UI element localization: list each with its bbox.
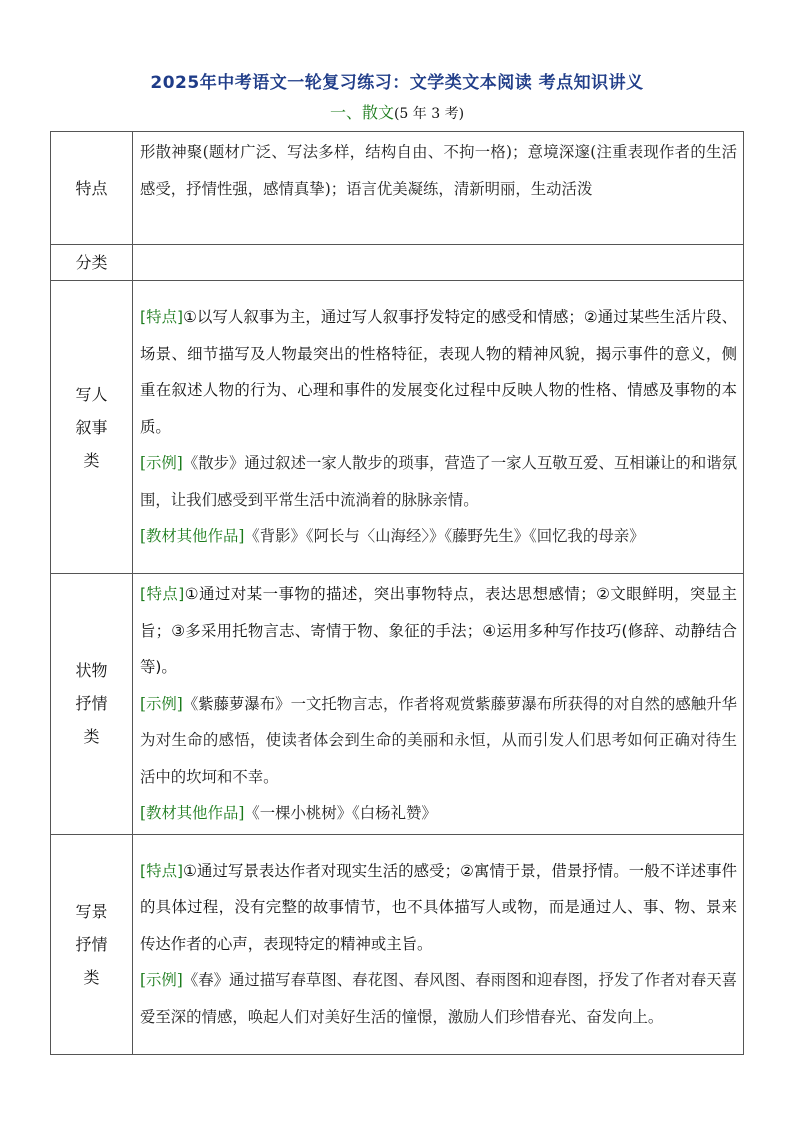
label-text: 状物抒情类 <box>75 661 108 747</box>
object-content <box>133 574 744 835</box>
example-text: 一文托物言志，作者将观赏紫藤萝瀑布所获得的对自然的感触升华为对生命的感悟，使读者体会到生命的美丽和永恒，从而引发人们思考如何正确对待生活中的坎坷和不幸。 <box>140 694 737 786</box>
label-text: 写人叙事类 <box>75 384 108 470</box>
table-row-features <box>51 132 744 245</box>
table-row-narrative <box>51 281 744 574</box>
document-title: 2025年中考语文一轮复习练习：文学类文本阅读 考点知识讲义 <box>150 73 644 93</box>
feature-tag: [特点] <box>140 308 184 327</box>
feature-tag: [特点] <box>140 585 185 603</box>
works-text: 《背影》《阿长与〈山海经〉》《藤野先生》《回忆我的母亲》 <box>244 527 645 546</box>
feature-tag: [特点] <box>140 861 184 880</box>
row-label-object <box>51 574 133 835</box>
table-row-object <box>51 574 744 835</box>
scenery-feature <box>140 853 737 963</box>
section-title: 一、散文 <box>329 103 394 122</box>
works-tag: [教材其他作品] <box>140 804 245 822</box>
row-label-scenery <box>51 834 133 1054</box>
features-text: 形散神聚(题材广泛、写法多样，结构自由、不拘一格)；意境深邃(注重表现作者的生活感受，抒情性强，感情真挚)；语言优美凝练，清新明丽，生动活泼 <box>133 132 744 245</box>
scenery-content <box>133 834 744 1054</box>
row-label-narrative <box>51 281 133 574</box>
section-heading <box>0 100 794 123</box>
example-text: 通过描写春草图、春花图、春风图、春雨图和迎春图，抒发了作者对春天喜爱至深的情感，唤起人们对美好生活的憧憬，激励人们珍惜春光、奋发向上。 <box>140 971 737 1026</box>
table-row-category <box>51 245 744 281</box>
object-feature <box>140 576 737 686</box>
prose-knowledge-table <box>50 131 744 1055</box>
table-row-scenery <box>51 834 744 1054</box>
label-text: 写景抒情类 <box>75 901 108 987</box>
feature-text: ①以写人叙事为主，通过写人叙事抒发特定的感受和情感；②通过某些生活片段、场景、细节描写及人物最突出的性格特征，表现人物的精神风貌，揭示事件的意义，侧重在叙述人物的行为、心理和事件的发展变化过程中反映人物的性格、情感及事物的本质。 <box>140 308 737 436</box>
example-title: 《春》 <box>182 971 229 990</box>
narrative-content <box>133 281 744 574</box>
narrative-example <box>140 445 737 518</box>
category-text <box>133 245 744 281</box>
section-note: (5 年 3 考) <box>393 106 465 122</box>
narrative-feature <box>140 299 737 445</box>
row-label-features: 特点 <box>51 132 133 245</box>
works-text: 《一棵小桃树》《白杨礼赞》 <box>244 804 437 822</box>
feature-text: ①通过写景表达作者对现实生活的感受；②寓情于景，借景抒情。一般不详述事件的具体过程，没有完整的故事情节，也不具体描写人或物，而是通过人、事、物、景来传达作者的心声，表现特定的精神或主旨。 <box>140 861 737 953</box>
works-tag: [教材其他作品] <box>140 527 245 546</box>
narrative-works <box>140 518 737 555</box>
example-title: 《紫藤萝瀑布》 <box>182 694 291 713</box>
object-example <box>140 686 737 796</box>
example-tag: [示例] <box>140 971 183 990</box>
example-tag: [示例] <box>140 454 183 473</box>
scenery-example <box>140 962 737 1035</box>
feature-text: ①通过对某一事物的描述，突出事物特点，表达思想感情；②文眼鲜明，突显主旨；③多采用托物言志、寄情于物、象征的手法；④运用多种写作技巧(修辞、动静结合等)。 <box>140 585 737 676</box>
example-text: 《散步》通过叙述一家人散步的琐事，营造了一家人互敬互爱、互相谦让的和谐氛围，让我们感受到平常生活中流淌着的脉脉亲情。 <box>140 454 737 509</box>
object-works <box>140 795 737 832</box>
example-tag: [示例] <box>140 694 183 713</box>
row-label-category: 分类 <box>51 245 133 281</box>
